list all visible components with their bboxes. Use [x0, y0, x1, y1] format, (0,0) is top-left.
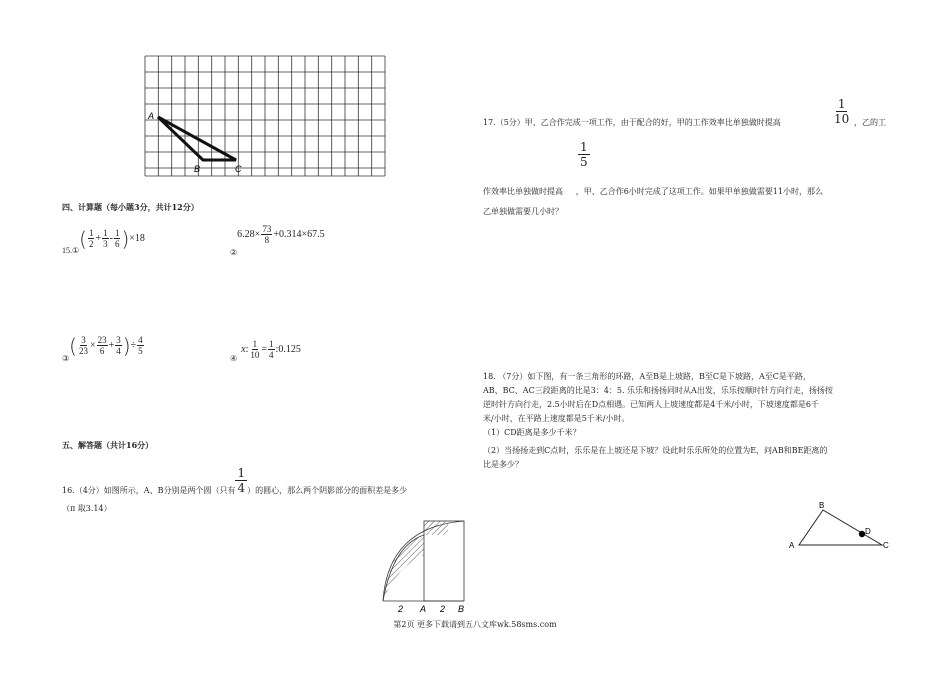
e1-tail: ×18 — [129, 233, 145, 244]
e1-d1: 2 — [88, 239, 94, 249]
grid-triangle-figure — [140, 50, 390, 180]
q18-line3: 逆时针方向行走，2.5小时后在D点相遇。已知两人上坡速度都是4千米/小时，下坡速度都是6千 — [483, 400, 820, 409]
e2-d: 8 — [264, 235, 270, 245]
fig18-a: A — [789, 541, 795, 550]
grid-triangle — [158, 117, 236, 160]
e3-n4: 4 — [138, 335, 143, 345]
q17-frac1-den: 10 — [834, 112, 850, 126]
e3-d1: 23 — [78, 346, 88, 356]
e3-d3: 4 — [116, 346, 121, 356]
q18-line1: 18. （7分）如下图，有一条三角形的环路，A至B是上坡路，B至C是下坡路，A至C是平路， — [483, 372, 811, 381]
section4-title: 四、计算题（每小题3分，共计12分） — [62, 202, 199, 212]
e3-n1: 3 — [81, 335, 86, 345]
fig16-l1: 2 — [398, 604, 404, 614]
q17-frac2-num: 1 — [580, 140, 588, 154]
e3-d2: 6 — [99, 346, 105, 356]
e4-d1: 10 — [250, 350, 260, 360]
e2-lead: 6.28× — [237, 229, 261, 240]
circle-4: ④ — [230, 354, 238, 363]
e4-n2: 1 — [269, 339, 274, 349]
q17-frac2 — [578, 140, 590, 169]
q18-line5: （1）CD距离是多少千米？ — [483, 428, 581, 437]
fig18-c: C — [883, 541, 889, 550]
e4-tail: :0.125 — [275, 344, 301, 355]
e1-n2: 1 — [103, 228, 108, 238]
e1-op2: - — [109, 233, 113, 244]
section5-title: 五、解答题（共计16分） — [62, 440, 154, 450]
e4-n1: 1 — [252, 339, 258, 349]
e3-n3: 3 — [116, 335, 121, 345]
e1-d3: 6 — [114, 239, 120, 249]
grid-label-b: B — [194, 164, 201, 174]
circle-1: ① — [72, 246, 80, 255]
q17-line2: 作效率比单独做时提高 ，甲、乙合作6小时完成了这项工作。如果甲单独做需要11小时，那么 — [483, 187, 823, 196]
e2-tail: +0.314×67.5 — [273, 229, 325, 240]
fig16-l4: B — [458, 604, 465, 614]
fig16-l2: A — [420, 604, 427, 614]
grid-lines — [145, 56, 385, 176]
circle-2: ② — [230, 248, 238, 257]
q17-line1: 17.（5分）甲、乙合作完成一项工作，由于配合的好，甲的工作效率比单独做时提高 — [483, 118, 781, 127]
q16-frac-den: 4 — [237, 480, 246, 495]
q16-shade-top — [424, 521, 448, 535]
q15-expr-4 — [230, 336, 301, 363]
fig18-b: B — [819, 501, 825, 510]
fig18-d: D — [865, 527, 871, 536]
page-footer: 第2页 更多下载请到五八文库wk.58sms.com — [393, 620, 557, 629]
q16-figure — [378, 515, 478, 615]
q18-line4: 米/小时，在平路上速度都是5千米/小时。 — [483, 414, 630, 423]
q16-text — [62, 462, 407, 498]
q17-frac2-den: 5 — [580, 155, 588, 169]
e1-d2: 3 — [103, 239, 108, 249]
e3-op1: × — [89, 340, 96, 351]
q16-shade-left — [383, 535, 424, 601]
q17-frac1 — [832, 97, 851, 126]
q18-line7: 比是多少？ — [483, 460, 523, 469]
e1-n1: 1 — [88, 228, 94, 238]
q16-pi-note: （π 取3.14） — [62, 504, 112, 513]
e4-eq: = — [261, 344, 268, 355]
q16-text-a: 16.（4分）如图所示，A、B分别是两个圆（只有 — [62, 486, 236, 495]
q18-text — [483, 370, 833, 472]
e4-colon: : — [245, 344, 249, 355]
q16-text-b: ）的圆心，那么两个阴影部分的面积差是多少 — [247, 486, 408, 495]
q17-line3: 乙单独做需要几小时？ — [483, 207, 563, 216]
grid-label-c: C — [235, 164, 242, 174]
e3-div: ÷ — [130, 340, 137, 351]
q17-line1-end: ，乙的工 — [854, 118, 886, 127]
q17-frac1-num: 1 — [837, 97, 846, 111]
q15-expr-2 — [230, 222, 325, 257]
q16-frac-num: 1 — [237, 465, 246, 480]
q18-line2: AB、BC、AC三段距离的比是3：4：5. 乐乐和扬扬同时从A出发，乐乐按顺时针方向行走，扬扬按 — [483, 386, 833, 395]
e1-op1: + — [95, 233, 102, 244]
q15-expr-1: 15. ① ( $\frac{1}{2}$ + $\frac{1}{3}$ - $\frac{1}{6}$ ) ×18 — [62, 226, 145, 255]
fig16-l3: 2 — [440, 604, 446, 614]
e4-d2: 4 — [269, 350, 274, 360]
e2-n: 73 — [262, 224, 272, 234]
e1-n3: 1 — [114, 228, 120, 238]
e3-op2: + — [108, 340, 115, 351]
circle-3: ③ — [62, 354, 70, 363]
q18-line6: （2）当扬扬走到C点时，乐乐是在上坡还是下坡？设此时乐乐所处的位置为E，问AB和BE距离的 — [483, 446, 828, 455]
e4-x: x — [241, 344, 246, 355]
q15-expr-3: ③ ( $\frac{3}{23}$ × $\frac{23}{6}$ + $\frac{3}{4}$ ) ÷ $\frac{4}{5}$ — [62, 333, 143, 363]
e3-n2: 23 — [97, 335, 107, 345]
grid-label-a: A — [148, 111, 155, 121]
q18-triangle-figure — [785, 498, 895, 553]
e3-d4: 5 — [138, 346, 143, 356]
q15-prefix: 15. — [62, 246, 72, 255]
